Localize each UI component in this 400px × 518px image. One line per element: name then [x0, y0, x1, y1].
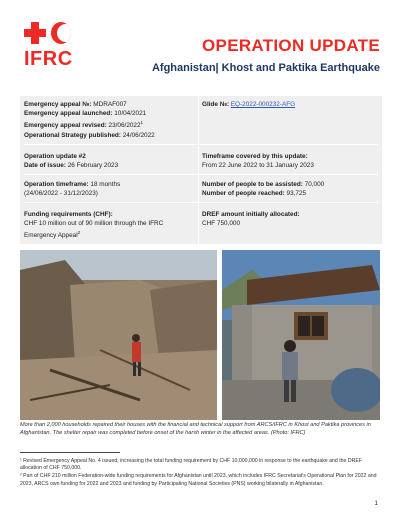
timeframe-covered-label: Timeframe covered by this update:	[202, 153, 308, 160]
glide-link[interactable]: EQ-2022-000232-AFG	[230, 101, 296, 108]
row-divider	[24, 144, 378, 145]
dref-allocation	[202, 210, 378, 228]
glide-number	[202, 100, 378, 109]
strategy-published-label: Operational Strategy published:	[24, 131, 121, 139]
row-divider	[24, 202, 378, 203]
photo-caption: More than 2,000 households repaired their houses with the financial and technical support from ARCS/IFRC in Khost and Paktika provinces in Afghanistan. The shelter repair was completed before onset of the harsh winter in the affected areas. (Photo: IFRC)	[20, 422, 371, 436]
appeal-launched-value: 10/04/2021	[114, 110, 147, 118]
appeal-revised-label: Emergency appeal revised:	[24, 122, 107, 130]
reached-value: 93,725	[286, 190, 307, 198]
photo-damaged-houses-drawing	[20, 250, 217, 420]
op-timeframe-value: 18 months	[90, 181, 121, 188]
operation-timeframe	[24, 180, 194, 198]
funding-requirements	[24, 210, 194, 241]
assist-label: Number of people to be assisted:	[202, 181, 303, 188]
appeal-revised-value: 23/06/2022	[108, 122, 141, 130]
photo-damaged-houses	[20, 250, 217, 420]
op-timeframe-label: Operation timeframe:	[24, 181, 89, 188]
appeal-details	[24, 100, 194, 140]
photo-repaired-house	[222, 250, 380, 420]
photo-repaired-house-drawing	[222, 250, 380, 420]
red-crescent-icon	[51, 22, 71, 44]
issue-date-value: 26 February 2023	[67, 162, 119, 170]
people-numbers	[202, 180, 378, 198]
document-title: OPERATION UPDATE	[202, 36, 380, 55]
funding-label: Funding requirements (CHF):	[24, 211, 113, 218]
footnote-separator	[20, 452, 120, 453]
column-divider	[198, 96, 199, 244]
update-details	[24, 152, 194, 170]
timeframe-covered-value: From 22 June 2022 to 31 January 2023	[202, 162, 314, 170]
appeal-number-value: MDRAF007	[93, 101, 127, 108]
issue-date-label: Date of issue:	[24, 162, 66, 170]
funding-value: CHF 10 million out of 90 million through the IFRC Emergency Appeal	[24, 220, 164, 240]
logo-text: IFRC	[24, 48, 73, 70]
timeframe-covered	[202, 152, 378, 170]
document-subtitle: Afghanistan| Khost and Paktika Earthquake	[151, 62, 380, 74]
row-divider	[24, 174, 378, 175]
footnotes	[20, 458, 382, 489]
ifrc-logo	[24, 22, 80, 72]
dref-value: CHF 750,000	[202, 220, 241, 228]
footnote-2: ² Part of CHF 210 million Federation-wide funding requirements for Afghanistan until 2023, which includes IFRC Secretariat's Operational Plan for 2022 and 2023, ARCS own funding for 2022 and 2023 and funding by Participating National Societies (PNS) working bilaterally in Afghanistan.	[20, 473, 377, 487]
appeal-number-label: Emergency appeal №:	[24, 101, 92, 108]
op-timeframe-range: (24/06/2022 - 31/12/2023)	[24, 190, 98, 198]
assist-value: 70,000	[304, 181, 325, 188]
footnote-ref[interactable]: 2	[77, 230, 81, 236]
page-number: 1	[374, 500, 378, 507]
dref-label: DREF amount initially allocated:	[202, 211, 300, 218]
appeal-launched-label: Emergency appeal launched:	[24, 110, 113, 118]
update-number: Operation update #2	[24, 153, 86, 160]
glide-label: Glide №:	[202, 101, 230, 108]
strategy-published-value: 24/06/2022	[122, 131, 155, 139]
reached-label: Number of people reached:	[202, 190, 285, 198]
operation-info-box	[20, 96, 382, 244]
footnote-ref[interactable]: 1	[140, 120, 144, 126]
red-cross-icon	[24, 22, 46, 44]
footnote-1: ¹ Revised Emergency Appeal No. 4 issued, increasing the total funding requirement by CHF 10,000,000 in response to the earthquake and the DREF allocation of CHF 750,000.	[20, 458, 362, 472]
